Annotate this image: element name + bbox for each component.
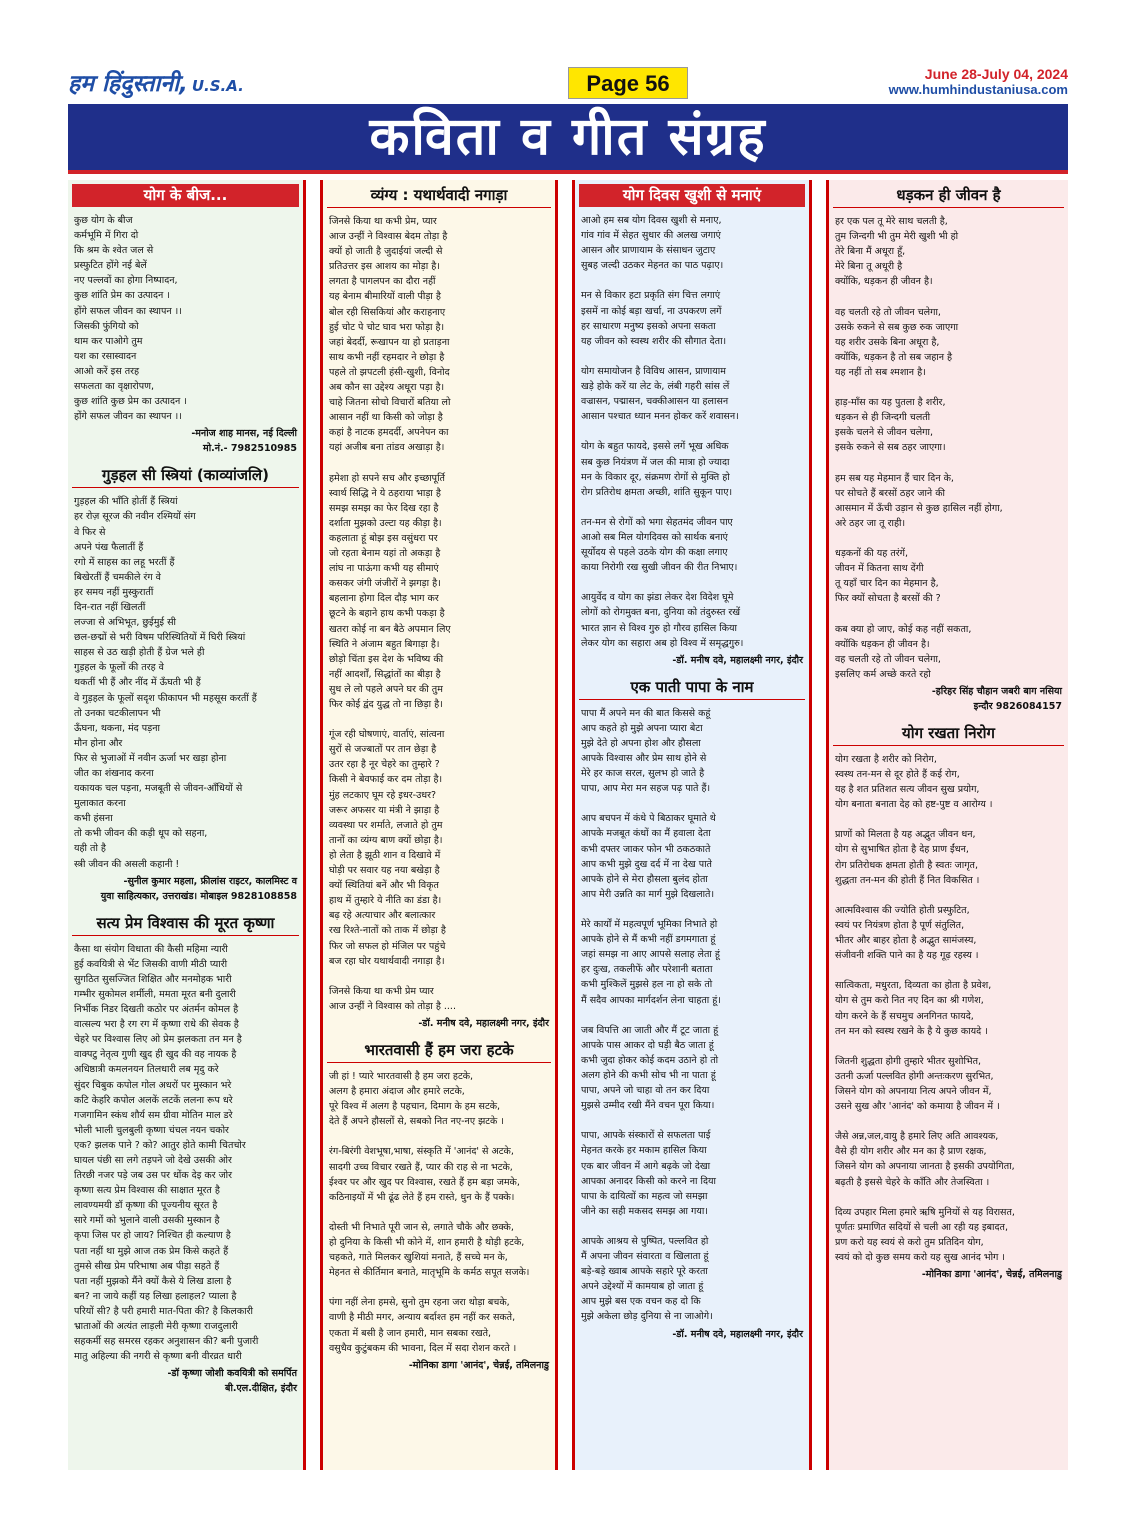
brand-name: हम हिंदुस्तानी, bbox=[68, 71, 188, 97]
poem-title: धड़कन ही जीवन है bbox=[833, 184, 1064, 208]
poem-author: -हरिहर सिंह चौहान जबरी बाग नसिया इन्दौर 9826084157 bbox=[931, 685, 1062, 712]
poem-body: गुड़हल की भाँति होतीं हैं स्त्रियां हर रोज़ सूरज की नवीन रश्मियों संग वे फिर से अपने पंख फैलातीं हैं रगो में साहस का लहू भरतीं हैं बिखेरतीं हैं चमकीले रंग वे हर समय नहीं मुस्कुरातीं दिन-रात नहीं खिलतीं लज्जा से अभिभूत, छुईमुई सी छल-छद्मों से भरी विषम परिस्थितियों में घिरी स्त्रियां साहस से उठ खड़ी होती हैं ग्रेज भले ही गुड़हल के फूलों की तरह वे थकतीं भी हैं और नींद में ऊँघती भी हैं वे गुड़हल के फूलों सदृश फीकापन भी महसूस करतीं हैं तो उनका चटकीलापन भी ऊँघना, थकना, मंद पड़ना मौन होना और फिर से भुजाओं में नवीन ऊर्जा भर खड़ा होना जीत का शंखनाद करना यकायक चल पड़ना, मजबूती से जीवन-आँधियों से मुलाकात करना कभी हंसना तो कभी जीवन की कड़ी धूप को सहना, यही तो है स्त्री जीवन की असली कहानी ! bbox=[74, 496, 257, 870]
poem-author: -डॉ. मनीष दवे, महालक्ष्मी नगर, इंदौर bbox=[672, 654, 803, 666]
banner-title: कविता व गीत संग्रह bbox=[369, 107, 767, 167]
column-4 bbox=[826, 180, 1068, 1470]
column-2 bbox=[320, 180, 558, 1470]
poem-title: एक पाती पापा के नाम bbox=[579, 676, 805, 700]
issue-info bbox=[889, 66, 1068, 97]
poem-title: योग दिवस खुशी से मनाएं bbox=[579, 184, 805, 207]
poem-body: जिनसे किया था कभी प्रेम, प्यार आज उन्हीं ने विश्वास बेदम तोड़ा है क्यों हो जाती है जुदाईयां जल्दी से प्रतिउत्तर इस आशय का मोड़ा है। लगता है पागलपन का दौरा नहीं यह बेनाम बीमारियों वाली पीड़ा है बोल रही सिसकियां और कराहनाए हुई चोट पे चोट घाव भरा फोड़ा है। जहां बेदर्दी, रूखापन या हो प्रताड़ना साथ कभी नहीं रहमदार ने छोड़ा है पहले तो झपटली हंसी-खुशी, विनोद अब कौन सा उद्देश्य अधूरा पड़ा है। चाहे जितना सोचो विचारों बतिया लो आसान नहीं था किसी को जोड़ा है कहां है नाटक हमदर्दी, अपनेपन का यहां अजीब बना तांडव अखाड़ा है। हमेशा हो सपने सच और इच्छापूर्ति स्वार्थ सिद्धि ने ये ठहराया भाड़ा है समझ समझ का फेर दिख रहा है दर्शाता मुझको उल्टा यह कीड़ा है। कहलाता हूं बोझ इस वसुंधरा पर जो रहता बेनाम यहां तो अकड़ा है लांघ ना पाऊंगा कभी यह सीमाएं कसकर जंगी जंजीरों ने झगड़ा है। बहलाना होगा दिल दौड़ भाग कर छूटने के बहाने हाथ कभी पकड़ा है खतरा कोई ना बन बैठे अपमान लिए स्थिति ने अंजाम बहुत बिगाड़ा है। छोड़ो चिंता इस देश के भविष्य की नहीं आदर्शों, सिद्धांतों का बीड़ा है सुध ले लो पहले अपने घर की तुम फिर कोई द्वंद युद्ध तो ना छिड़ा है। गूंज रही घोषणाएं, वार्ताएं, सांत्वना सुरों से जज्बातों पर तान छेड़ा है उतर रहा है नूर चेहरे का तुम्हारे ? किसी ने बेवफाई कर दम तोड़ा है। मुंह लटकाए घूम रहे इधर-उधर? जरूर अफसर या मंत्री ने झाड़ा है व्यवस्था पर शर्माते, लजाते हो तुम तानों का व्यंग्य बाण क्यों छोड़ा है। हो लेता है झूठी शान व दिखावे में घोड़ी पर सवार यह नया बखेड़ा है क्यों स्थितियां बनें और भी विकृत हाथ में तुम्हारे ये नीति का डंडा है। बढ़ रहे अत्याचार और बलात्कार रख रिश्ते-नातों को ताक में छोड़ा है फिर जो सफल हो मंजिल पर पहुंचे बज रहा घोर यथार्थवादी नगाड़ा है। जिनसे किया था कभी प्रेम प्यार आज उन्हीं ने विश्वास को तोड़ा है .... bbox=[329, 216, 456, 1012]
poem-body: योग रखता है शरीर को निरोग, स्वस्थ तन-मन से दूर होते हैं कई रोग, यह है शत प्रतिशत सत्य जीवन सुख प्रयोग, योग बनाता बनाता देह को हष्ट-पुष्ट व आरोग्य । प्राणों को मिलता है यह अद्भुत जीवन धन, योग से सुभाषित होता है देह प्राण ईंधन, रोग प्रतिरोधक क्षमता होती है स्वतः जागृत, शुद्धता तन-मन की होती हैं नित विकसित । आत्मविश्वास की ज्योति होती प्रस्फुटित, स्वयं पर नियंत्रण होता है पूर्ण संतुलित, भीतर और बाहर होता है अद्भुत सामंजस्य, संजीवनी शक्ति पाने का है यह गूढ़ रहस्य । सात्विकता, मधुरता, दिव्यता का होता है प्रवेश, योग से तुम करो नित नए दिन का श्री गणेश, योग करने के हैं सचमुच अनगिनत फायदे, तन मन को स्वस्थ रखने के है ये कुछ कायदे । जितनी शुद्धता होगी तुम्हारे भीतर सुशोभित, उतनी ऊर्जा पल्लवित होगी अन्तःकरण सुरभित, जिसने योग को अपनाया नित्य अपने जीवन में, उसने सुख और 'आनंद' को कमाया है जीवन में । जैसे अन्न,जल,वायु है हमारे लिए अति आवश्यक, वैसे ही योग शरीर और मन का है प्राण रक्षक, जिसने योग को अपनाया जानता है इसकी उपयोगिता, बढ़ती है इससे चेहरे के काँति और तेजस्विता । दिव्य उपहार मिला हमारे ऋषि मुनियों से यह विरासत, पूर्णतः प्रमाणित सदियों से चली आ रही यह इबादत, प्रण करो यह स्वयं से करो तुम प्रतिदिन योग, स्वयं को दो कुछ समय करो यह सुख आनंद भोग । bbox=[835, 753, 1015, 1263]
poem-body: जी हां ! प्यारे भारतवासी है हम जरा हटके, अलग है हमारा अंदाज और हमारे लटके, पूरे विश्व में अलग है पहचान, दिमाग के हम सटके, देते हैं अपने हौसलों से, सबको नित नए-नए झटके । रंग-बिरंगी वेशभूषा,भाषा, संस्कृति में 'आनंद' से अटके, सादगी उच्च विचार रखते हैं, प्यार की राह से ना भटके, ईश्वर पर और खुद पर विश्वास, रखते हैं हम बड़ा जमके, कठिनाइयों में भी ढूंढ लेते हैं हम रास्ते, धुन के हैं पक्के। दोस्ती भी निभाते पूरी जान से, लगाते चौके और छक्के, हो दुनिया के किसी भी कोने में, शान हमारी है थोड़ी हटके, चहकते, गाते मिलकर खुशियां मनाते, हैं सच्चे मन के, मेहनत से कीर्तिमान बनाते, मातृभूमि के कर्मठ सपूत सजके। पंगा नहीं लेना हमसे, सुनो तुम रहना जरा थोड़ा बचके, वाणी है मीठी मगर, अन्याय बर्दाश्त हम नहीं कर सकते, एकता में बसी है जान हमारी, मान सबका रखते, वसुधैव कुटुंबकम की भावना, दिल में सदा रोशन करते । bbox=[329, 1070, 530, 1354]
poem-title: योग रखता निरोग bbox=[833, 722, 1064, 746]
poem-body: हर एक पल तू मेरे साथ चलती है, तुम जिन्दगी भी तुम मेरी खुशी भी हो तेरे बिना मैं अधूरा हूँ, मेरे बिना तू अधूरी है क्योंकि, धड़कन ही जीवन है। वह चलती रहे तो जीवन चलेगा, उसके रुकने से सब कुछ रुक जाएगा यह शरीर उसके बिना अधूरा है, क्योंकि, धड़कन है तो सब जहान है यह नहीं तो सब श्मशान है। हाड़-माँस का यह पुतला है शरीर, धड़कन से ही जिन्दगी चलती इसके चलने से जीवन चलेगा, इसके रुकने से सब ठहर जाएगा। हम सब यह मेहमान हैं चार दिन के, पर सोचते हैं बरसों ठहर जाने की आसमान में ऊँची उड़ान से कुछ हासिल नहीं होगा, अरे ठहर जा तू राही। धड़कनों की यह तरंगें, जीवन में कितना साथ देंगी तू यहाँ चार दिन का मेहमान है, फिर क्यों सोचता है बरसों की ? कब क्या हो जाए, कोई कह नहीं सकता, क्योंकि धड़कन ही जीवन है। वह चलती रहे तो जीवन चलेगा, इसलिए कर्म अच्छे करते रहो bbox=[835, 216, 1003, 680]
page-number: Page 56 bbox=[568, 67, 688, 99]
poem-title: सत्य प्रेम विश्वास की मूरत कृष्णा bbox=[72, 912, 299, 936]
column-3 bbox=[572, 180, 812, 1470]
website-link[interactable]: www.humhindustaniusa.com bbox=[888, 82, 1068, 97]
poem-body: पापा मैं अपने मन की बात किससे कहूं आप कहते हो मुझे अपना प्यारा बेटा मुझे देते हो अपना होश और हौसला आपके विश्वास और प्रेम साथ होने से मेरे हर काज सरल, सुलभ हो जाते है पापा, आप मेरा मन सहज पढ़ पाते हैं। आप बचपन में कंधे पे बिठाकर घूमाते थे आपके मजबूत कंधों का मैं हवाला देता कभी दफ्तर जाकर फोन भी ठकठकाते आप कभी मुझे दुख दर्द में ना देख पाते आपके होने से मेरा हौसला बुलंद होता आप मेरी उन्नति का मार्ग मुझे दिखलाते। मेरे कार्यों में महत्वपूर्ण भूमिका निभाते हो आपके होने से मैं कभी नहीं डगमगाता हूं जहां समझ ना आए आपसे सलाह लेता हूं हर दुःख, तकलीफें और परेशानी बताता कभी मुश्किलें मुझसे हल ना हो सके तो मैं सदैव आपका मार्गदर्शन लेना चाहता हूं। जब विपत्ति आ जाती और मैं टूट जाता हूं आपके पास आकर दो घड़ी बैठ जाता हूं कभी जुदा होकर कोई कदम उठाने हो तो अलग होने की कभी सोच भी ना पाता हूं पापा, अपने जो चाहा वो तन कर दिया मुझसे उम्मीद रखी मैंने वचन पूरा किया। पापा, आपके संस्कारों से सफलता पाई मेहनत करके हर मकाम हासिल किया एक बार जीवन में आगे बढ़के जो देखा आपका अनादर किसी को करने ना दिया पापा के दायित्वों का महत्व जो समझा जीने का सही मकसद समझ आ गया। आपके आश्रय से पुष्पित, पल्लवित हो मैं अपना जीवन संवारता व खिलाता हूं बड़े-बड़े ख्वाब आपके सहारे पूरे करता अपने उद्देश्यों में कामयाब हो जाता हूं आप मुझे बस एक वचन कह दो कि मुझे अकेला छोड़ दुनिया से ना जाओगे। bbox=[581, 707, 721, 1323]
poem-title: व्यंग्य : यथार्थवादी नगाड़ा bbox=[327, 184, 551, 208]
poem-author: -मनोज शाह मानस, नई दिल्ली मो.नं.- 7982510985 bbox=[191, 428, 297, 455]
masthead bbox=[68, 66, 1068, 100]
poem-author: -डॉ कृष्णा जोशी कवयित्री को समर्पित बी.एल.दीक्षित, इंदौर bbox=[167, 1368, 297, 1395]
poem-title: भारतवासी हैं हम जरा हटके bbox=[327, 1039, 551, 1063]
poem-title: गुड़हल सी स्त्रियां (काव्यांजलि) bbox=[72, 464, 299, 488]
publication-brand bbox=[68, 66, 244, 98]
poem-author: -डॉ. मनीष दवे, महालक्ष्मी नगर, इंदौर bbox=[418, 1017, 549, 1029]
poem-author: -मोनिका डागा 'आनंद', चेन्नई, तमिलनाडु bbox=[921, 1269, 1062, 1281]
section-banner bbox=[68, 104, 1068, 174]
poem-body: कुछ योग के बीज कर्मभूमि में गिरा दो कि श्रम के श्वेत जल से प्रस्फुटित होंगे नई बेलें नए पल्लवों का होगा निष्पादन, कुछ शांति प्रेम का उत्पादन । होंगे सफल जीवन का स्थापन ।। जिसकी फुंगियो को थाम कर पाओगे तुम यश का रसास्वादन आओ करें इस तरह सफलता का वृक्षारोपण, कुछ शांति कुछ प्रेम का उत्पादन । होंगे सफल जीवन का स्थापन ।। bbox=[74, 215, 187, 423]
poem-author: -सुनील कुमार महला, फ्रीलांस राइटर, कालमिस्ट व युवा साहित्यकार, उत्तराखंड। मोबाइल 9828108858 bbox=[100, 875, 297, 902]
poem-body: आओ हम सब योग दिवस खुशी से मनाए, गांव गांव में सेहत सुधार की अलख जगाएं आसन और प्राणायाम के संसाधन जुटाए सुबह जल्दी उठकर मेहनत का पाठ पढ़ाए। मन से विकार हटा प्रकृति संग चित्त लगाएं इसमें ना कोई बड़ा खर्चा, ना उपकरण लगें हर साधारण मनुष्य इसको अपना सकता यह जीवन को स्वस्थ शरीर की सौगात देता। योग समायोजन है विविध आसन, प्राणायाम खड़े होके करें या लेट के, लंबी गहरी सांस लें वज्रासन, पद्मासन, चक्कीआसन या हलासन आसान पश्चात ध्यान मनन होकर करें शवासन। योग के बहुत फायदे, इससे लगें भूख अधिक सब कुछ नियंत्रण में जल की मात्रा हो ज्यादा मन के विकार दूर, संक्रमण रोगों से मुक्ति हो रोग प्रतिरोध क्षमता अच्छी, शांति सुकून पाए। तन-मन से रोगों को भगा सेहतमंद जीवन पाए आओ सब मिल योगदिवस को सार्थक बनाएं सूर्योदय से पहले उठके योग की कक्षा लगाए काया निरोगी रख सुखी जीवन की रीत निभाए। आयुर्वेद व योग का झंडा लेकर देश विदेश घूमे लोगों को रोगमुक्त बना, दुनिया को तंदुरुस्त रखें भारत ज्ञान से विश्व गुरु हो गौरव हासिल किया लेकर योग का सहारा अब हो विश्व में समृद्धगुरु। bbox=[581, 215, 744, 649]
column-1 bbox=[68, 180, 306, 1470]
poem-author: -डॉ. मनीष दवे, महालक्ष्मी नगर, इंदौर bbox=[672, 1328, 803, 1340]
poem-title: योग के बीज... bbox=[72, 184, 299, 207]
issue-date: June 28-July 04, 2024 bbox=[924, 66, 1068, 82]
poem-body: कैसा था संयोग विधाता की कैसी महिमा न्यारी हुई कवयित्री से भेंट जिसकी वाणी मीठी प्यारी सुगठित सुसज्जित शिक्षित और मनमोहक भारी गम्भीर सुकोमल शर्मीली, ममता मूरत बनी दुलारी निर्भीक निडर दिखती कठोर पर अंतर्मन कोमल है वात्सल्य भरा है रग रग में कृष्णा राधे की सेवक है चेहरे पर विश्वास लिए ओ प्रेम झलकता तन मन है वाक्पटु नेतृत्व गुणी खुद ही खुद की वह नायक है अधिष्ठात्री कमलनयन तिलधारी लब मृदु करे सुंदर चिबुक कपोल गोल अधरों पर मुस्कान भरे कटि केहरि कपोल अलकें लटकें ललना रूप धरे गजगामिन स्कंध शौर्य सम ग्रीवा मोतिन माल डरे भोली भाली चुलबुली कृष्णा चंचल नयन चकोर एक? झलक पाने ? को? आतुर होते कामी चितचोर घायल पंछी सा लगे तड़पने जो देखे उसकी ओर तिरछी नजर पड़े जब उस पर धोंक देइ कर जोर कृष्णा सत्य प्रेम विश्वास की साक्षात मूरत है लावण्यमयी डॉ कृष्णा की पूज्यनीय सूरत है सारे गमों को भुलाने वाली उसकी मुस्कान है कृपा जिस पर हो जाय? निश्चित ही कल्याण है पता नहीं था मुझे आज तक प्रेम किसे कहते हैं तुमसे सीख प्रेम परिभाषा अब पीड़ा सहते हैं पता नहीं मुझको मैंने क्यों कैसे ये लिख डाला है बन? ना जाये कहीं यह लिखा हलाहल? प्याला है परियों सी? है परी हमारी मात-पिता की? है किलकारी भ्राताओं की अत्यंत लाड़ली मेरी कृष्णा राजदुलारी सहकर्मी सह समरस रहकर अनुशासन की? बनी पुजारी मातु अहिल्या की नगरी से कृष्णा बनी वीरव्रत धारी bbox=[74, 943, 259, 1363]
brand-suffix: U.S.A. bbox=[191, 77, 244, 95]
poem-author: -मोनिका डागा 'आनंद', चेन्नई, तमिलनाडु bbox=[408, 1359, 549, 1371]
